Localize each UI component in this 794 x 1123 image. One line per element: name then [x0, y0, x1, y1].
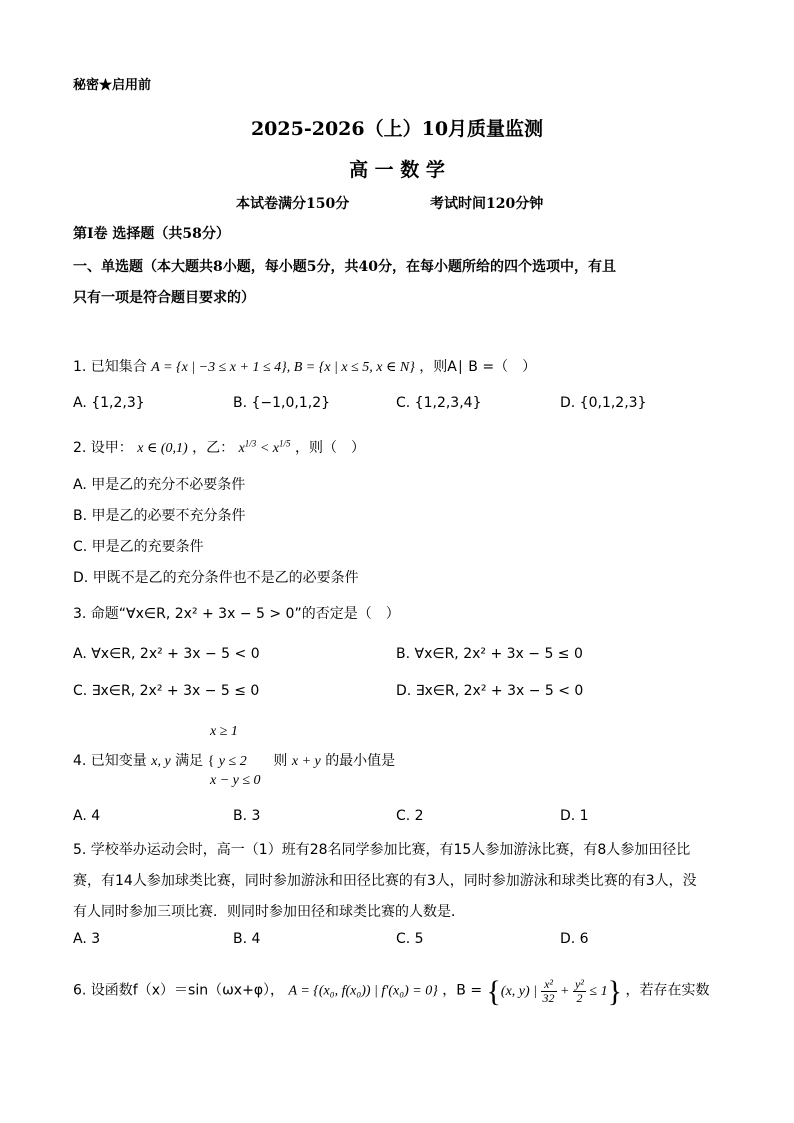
section-instructions-line1: 一、单选题（本大题共8小题，每小题5分，共40分，在每小题所给的四个选项中，有且: [73, 259, 616, 275]
q3-option-d[interactable]: D. ∃x∈R, 2x² + 3x − 5 < 0: [396, 683, 584, 699]
q6-set-b-prefix: ，B =: [442, 982, 483, 999]
q4-brace: {: [207, 754, 215, 769]
q1-option-b[interactable]: B. {−1,0,1,2}: [233, 395, 331, 411]
q2-option-a[interactable]: A. 甲是乙的充分不必要条件: [73, 477, 246, 493]
q4-option-c[interactable]: C. 2: [396, 808, 424, 824]
q1-option-a[interactable]: A. {1,2,3}: [73, 395, 145, 411]
q1-suffix: ，则A∣ B =（ ）: [419, 359, 537, 375]
q5-option-d[interactable]: D. 6: [560, 931, 589, 947]
q6-suffix: ，若存在实数: [625, 982, 710, 999]
question-3: 3. 命题“∀x∈R, 2x² + 3x − 5 > 0”的否定是（ ）: [73, 606, 400, 622]
question-5-line3: 有人同时参加三项比赛．则同时参加田径和球类比赛的人数是．: [73, 904, 465, 920]
q4-mid: 满足: [175, 753, 204, 769]
q2-mid: ，乙：: [192, 440, 235, 456]
q5-option-b[interactable]: B. 4: [233, 931, 261, 947]
q3-option-c[interactable]: C. ∃x∈R, 2x² + 3x − 5 ≤ 0: [73, 683, 260, 699]
q3-option-a[interactable]: A. ∀x∈R, 2x² + 3x − 5 < 0: [73, 646, 260, 662]
q6-set-a: A = {(x₀, f(x₀)) | f′(x₀) = 0}: [288, 983, 438, 999]
section-instructions-line2: 只有一项是符合题目要求的）: [73, 290, 255, 306]
q2-cond2: $x^{1/3} < x^{1/5}$: [238, 438, 291, 456]
q2-option-d[interactable]: D. 甲既不是乙的充分条件也不是乙的必要条件: [73, 570, 359, 586]
q4-constraint-2: y ≤ 2: [218, 754, 247, 769]
section-title: 第Ⅰ卷 选择题（共58分）: [73, 226, 230, 242]
q2-suffix: ，则（ ）: [294, 440, 365, 456]
q1-prefix: 1. 已知集合: [73, 359, 147, 375]
q5-option-a[interactable]: A. 3: [73, 931, 101, 947]
q1-option-d[interactable]: D. {0,1,2,3}: [560, 395, 647, 411]
confidential-label: 秘密★启用前: [73, 78, 152, 93]
q6-prefix: 6. 设函数f（x）＝sin（ωx+φ），: [73, 982, 285, 999]
q4-prefix: 4. 已知变量: [73, 753, 147, 769]
exam-title: 2025-2026（上）10月质量监测: [250, 118, 544, 140]
question-2: [73, 437, 365, 457]
time-info: 考试时间120分钟: [430, 196, 544, 212]
score-info: 本试卷满分150分: [236, 196, 350, 212]
q6-set-b: {(x, y) | $\frac{\text{x²}}{32}$ + $\frac{\text{y²}}{2}$ ≤ 1}: [486, 974, 623, 1008]
q5-option-c[interactable]: C. 5: [396, 931, 424, 947]
q2-prefix: 2. 设甲：: [73, 440, 133, 456]
q4-option-b[interactable]: B. 3: [233, 808, 261, 824]
q4-suffix: 的最小值是: [325, 753, 396, 769]
q2-option-b[interactable]: B. 甲是乙的必要不充分条件: [73, 508, 246, 524]
q4-vars: x, y: [151, 754, 171, 769]
q1-sets: A = {x | −3 ≤ x + 1 ≤ 4}, B = {x | x ≤ 5, x ∈ N}: [151, 360, 415, 375]
q4-option-a[interactable]: A. 4: [73, 808, 101, 824]
q4-option-d[interactable]: D. 1: [560, 808, 589, 824]
q2-cond1: x ∈ (0,1): [137, 441, 188, 456]
q1-option-c[interactable]: C. {1,2,3,4}: [396, 395, 482, 411]
q3-option-b[interactable]: B. ∀x∈R, 2x² + 3x − 5 ≤ 0: [396, 646, 583, 662]
q2-option-c[interactable]: C. 甲是乙的充要条件: [73, 539, 204, 555]
question-5-line2: 赛，有14人参加球类比赛，同时参加游泳和田径比赛的有3人，同时参加游泳和球类比赛的有3人，没: [73, 873, 697, 889]
q4-expr: x + y: [291, 754, 321, 769]
question-6: [73, 974, 710, 1008]
question-4: [73, 750, 395, 770]
q4-constraint-1: x ≥ 1: [210, 724, 238, 739]
q4-constraint-3: x − y ≤ 0: [210, 773, 261, 788]
q4-then: 则: [273, 753, 288, 769]
question-5-line1: 5. 学校举办运动会时，高一（1）班有28名同学参加比赛，有15人参加游泳比赛，有8人参加田径比: [73, 842, 691, 858]
question-1: [73, 356, 536, 376]
subject-title: 高 一 数 学: [349, 159, 445, 181]
